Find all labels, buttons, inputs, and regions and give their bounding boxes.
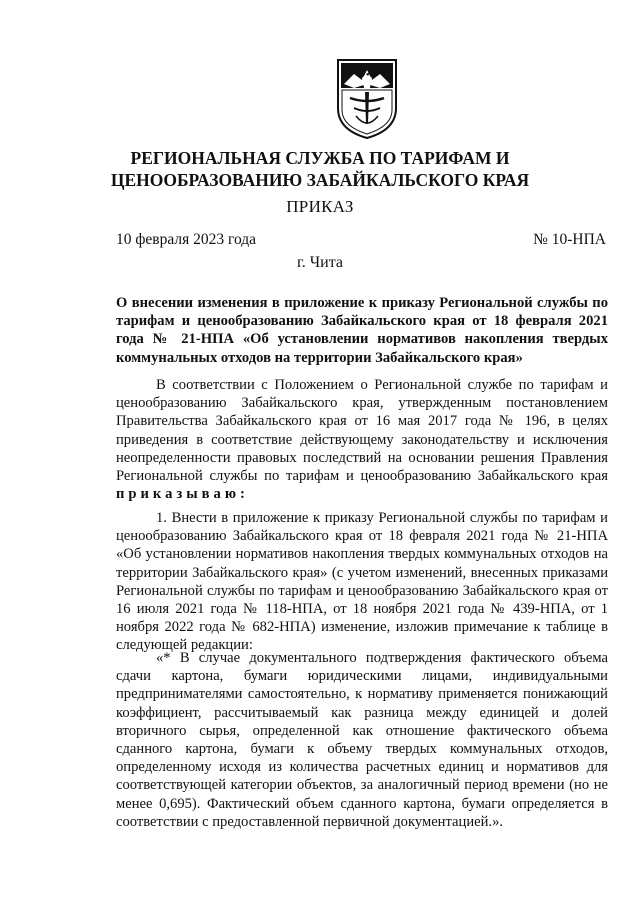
quoted-note-paragraph: «* В случае документального подтверждения фактического объема сдачи картона, бумаги юридическими лицами, индивидуальными предпринимателями самостоятельно, к нормативу применяется понижающий коэффициент, рассчитываемый как разница между единицей и долей вторичного сырья, определенной как отношение фактического объема сданного картона, бумаги к объему твердых коммунальных отходов, определенному исходя из количества расчетных единиц и нормативов для соответствующей категории объектов, за аналогичный период времени (но не менее 0,695). Фактический объем сданного картона, бумаги определяется в соответствии с предоставленной первичной документацией.».	[116, 650, 608, 830]
document-number: № 10-НПА	[533, 231, 606, 248]
document-date: 10 февраля 2023 года	[116, 231, 257, 248]
document-title: О внесении изменения в приложение к приказу Региональной службы по тарифам и ценообразованию Забайкальского края от 18 февраля 2021 года № 21-НПА «Об установлении нормативов накопления твердых коммунальных отходов на территории Забайкальского края»	[116, 295, 608, 366]
item-1-paragraph: 1. Внести в приложение к приказу Региональной службы по тарифам и ценообразованию Забайкальского края от 18 февраля 2021 года № 21-НПА «Об установлении нормативов накопления твердых коммунальных отходов на территории Забайкальского края» (с учетом изменений, внесенных приказами Региональной службы по тарифам и ценообразованию Забайкальского края от 16 июля 2021 года № 118-НПА, от 18 ноября 2021 года № 439-НПА, от 1 ноября 2022 года № 682-НПА) изменение, изложив примечание к таблице в следующей редакции:	[116, 510, 608, 654]
document-city: г. Чита	[296, 254, 343, 271]
order-word: приказываю:	[116, 486, 249, 503]
organization-name-line2: ЦЕНООБРАЗОВАНИЮ ЗАБАЙКАЛЬСКОГО КРАЯ	[110, 170, 530, 190]
preamble-text: В соответствии с Положением о Региональной службе по тарифам и ценообразованию Забайкальского края, утвержденным постановлением Правительства Забайкальского края от 16 мая 2017 года № 196, в целях приведения в соответствие действующему законодательству и исключения неопределенности правовых последствий на основании решения Правления Региональной службы по тарифам и ценообразованию Забайкальского края	[116, 377, 608, 485]
preamble-paragraph	[116, 376, 608, 503]
organization-name-line1: РЕГИОНАЛЬНАЯ СЛУЖБА ПО ТАРИФАМ И	[130, 148, 510, 168]
document-type: ПРИКАЗ	[286, 197, 354, 216]
zabaikalsky-krai-coat-of-arms-icon	[332, 58, 402, 140]
